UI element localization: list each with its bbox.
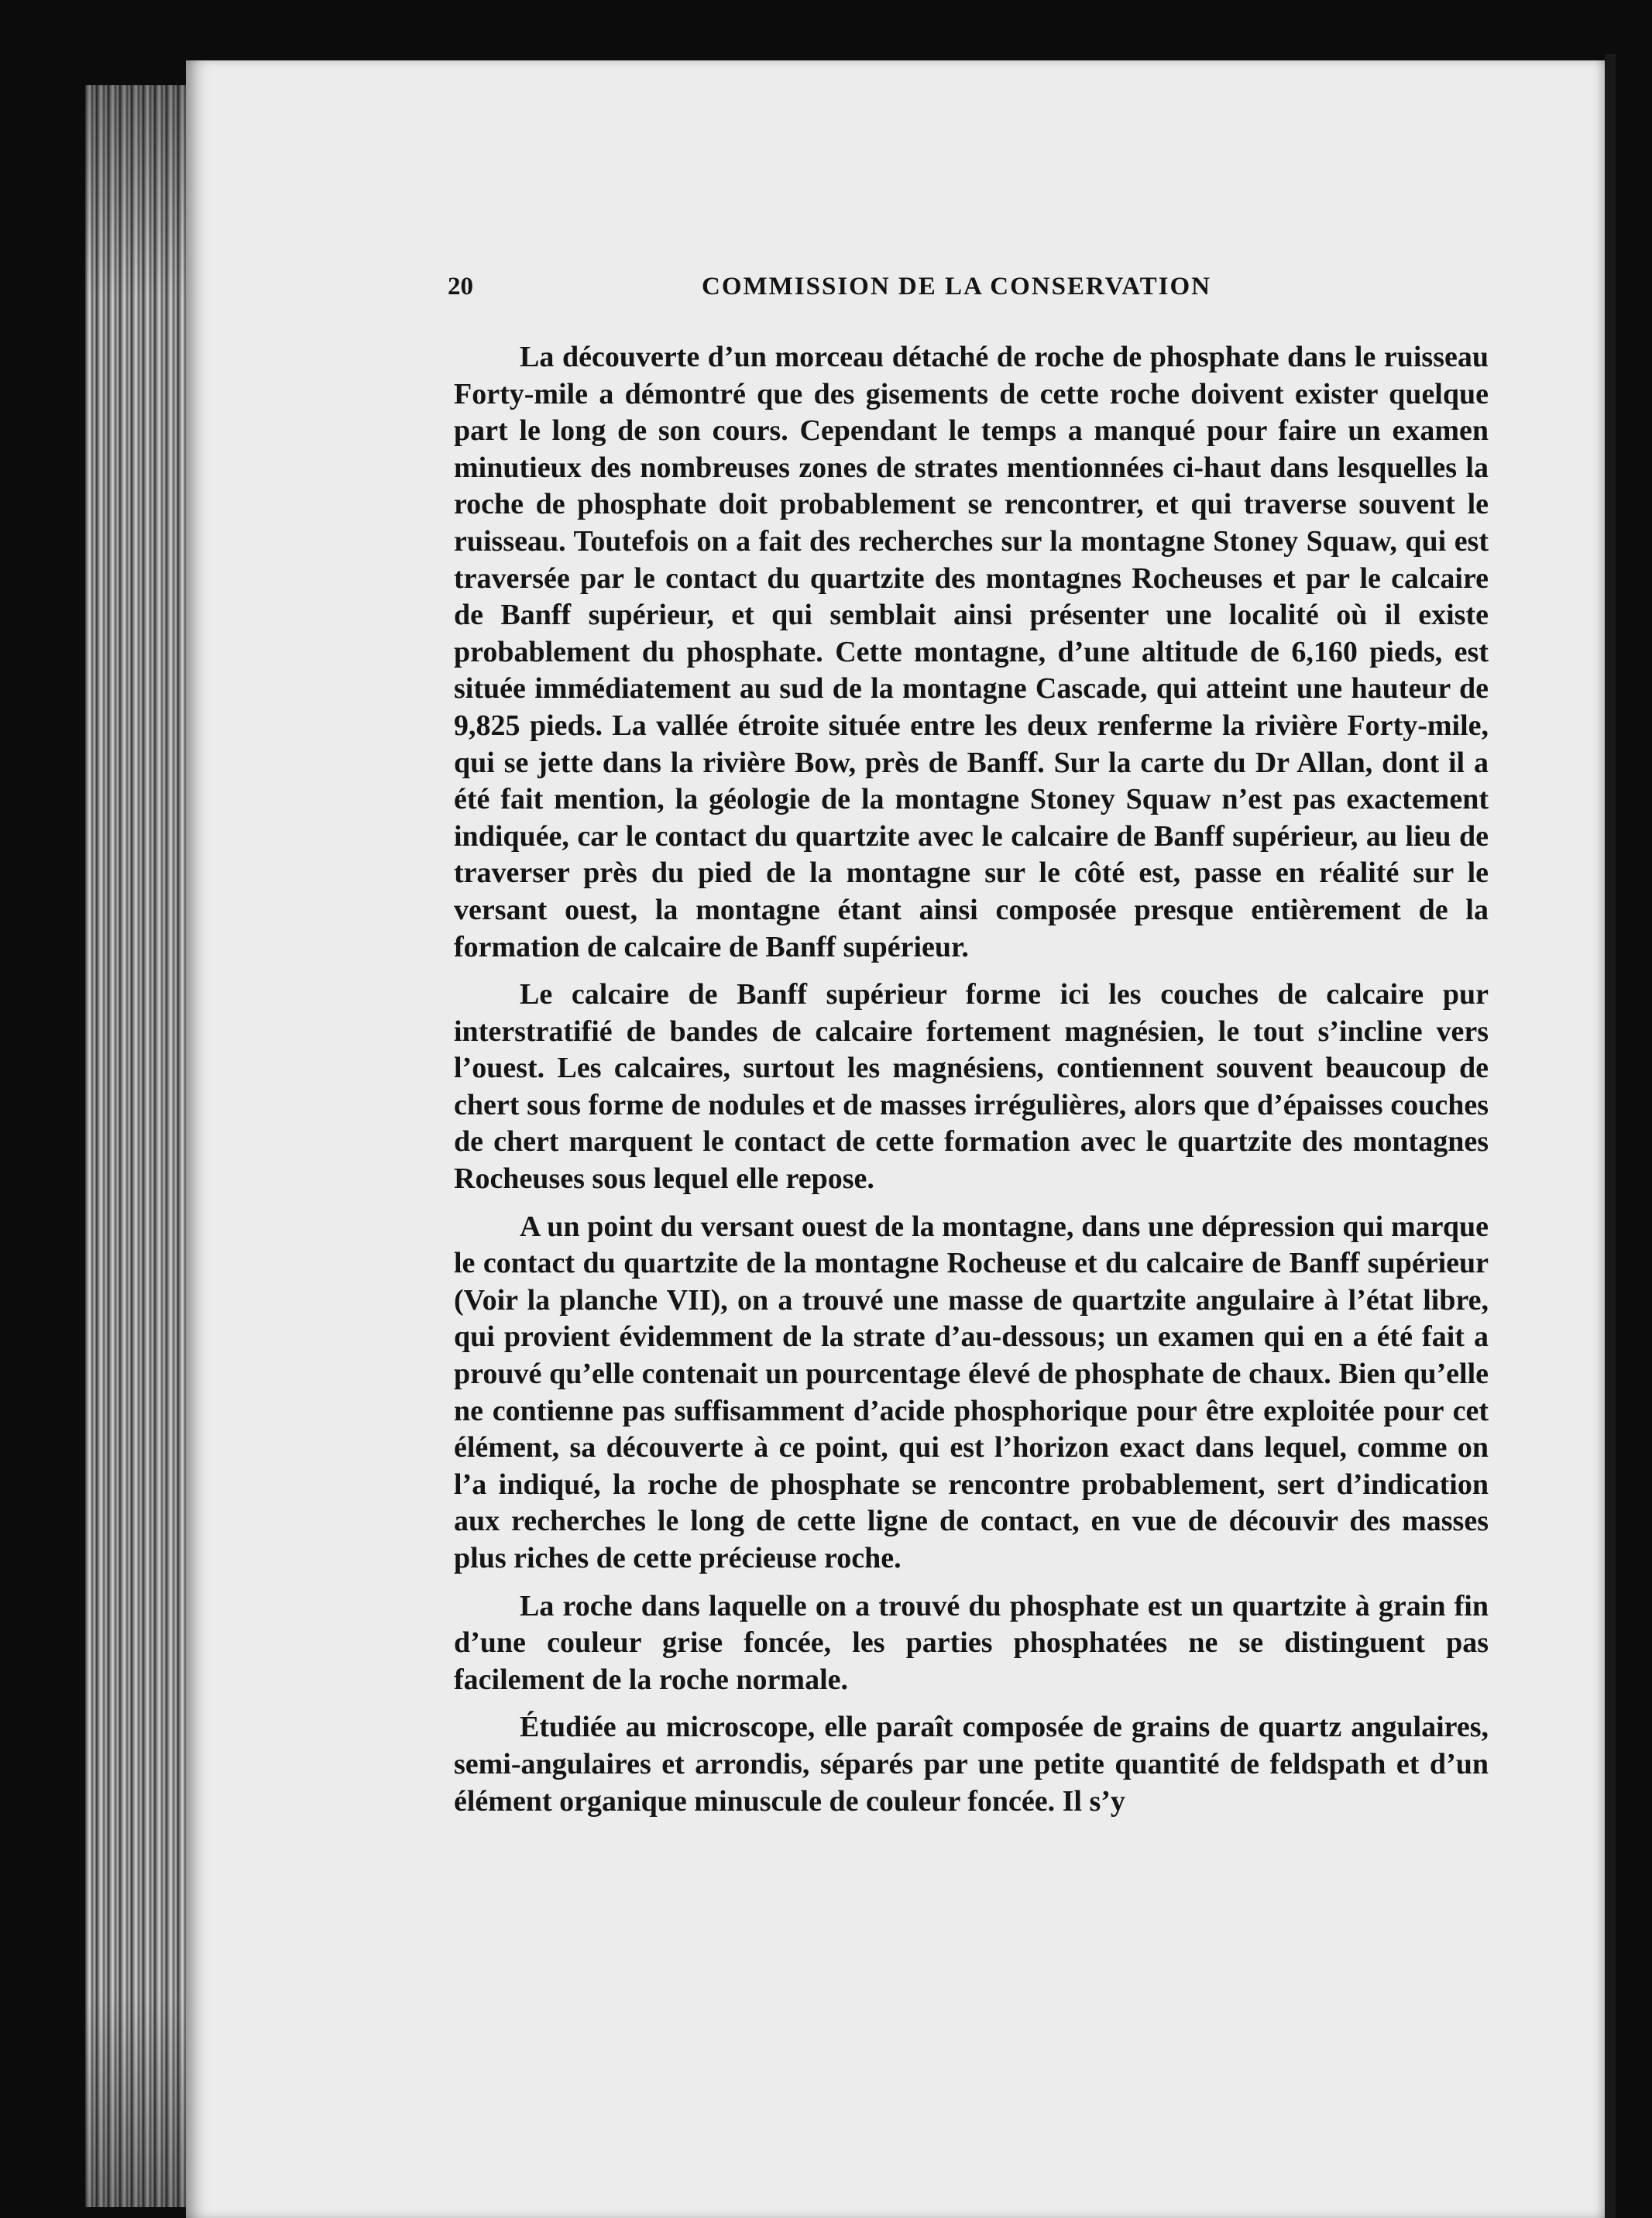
book-edge-shadow xyxy=(85,85,194,2207)
running-head-title: COMMISSION DE LA CONSERVATION xyxy=(702,273,1211,300)
running-head xyxy=(448,273,1489,310)
paragraph-1: La découverte d’un morceau détaché de roche de phosphate dans le ruisseau Forty-mile a démontré que des gisements de cette roche doivent exister quelque part le long de son cours. Cependant le temps a manqué pour faire un examen minutieux des nombreuses zones de strates mentionnées ci-haut dans lesquelles la roche de phosphate doit probablement se rencontrer, et qui traverse souvent le ruisseau. Toutefois on a fait des recherches sur la montagne Stoney Squaw, qui est traversée par le contact du quartzite des montagnes Rocheuses et par le calcaire de Banff supérieur, et qui semblait ainsi présenter une localité où il existe probablement du phosphate. Cette montagne, d’une altitude de 6,160 pieds, est située immédiatement au sud de la montagne Cascade, qui atteint une hauteur de 9,825 pieds. La vallée étroite située entre les deux renferme la rivière Forty-mile, qui se jette dans la rivière Bow, près de Banff. Sur la carte du Dr Allan, dont il a été fait mention, la géologie de la montagne Stoney Squaw n’est pas exactement indiquée, car le contact du quartzite avec le calcaire de Banff supérieur, au lieu de traverser près du pied de la montagne sur le côté est, passe en réalité sur le versant ouest, la montagne étant ainsi composée presque entièrement de la formation de calcaire de Banff supérieur. xyxy=(454,341,1489,963)
paragraph-4: La roche dans laquelle on a trouvé du phosphate est un quartzite à grain fin d’une couleur grise foncée, les parties phosphatées ne se distinguent pas facilement de la roche normale. xyxy=(454,1589,1489,1696)
page-number: 20 xyxy=(448,273,473,300)
paragraph-3: A un point du versant ouest de la montagne, dans une dépression qui marque le contact du quartzite de la montagne Rocheuse et du calcaire de Banff supérieur (Voir la planche VII), on a trouvé une masse de quartzite angulaire à l’état libre, qui provient évidemment de la strate d’au-dessous; un examen qui en a été fait a prouvé qu’elle contenait un pourcentage élevé de phosphate de chaux. Bien qu’elle ne contienne pas suffisamment d’acide phosphorique pour être exploitée pour cet élément, sa découverte à ce point, qui est l’horizon exact dans lequel, comme on l’a indiqué, la roche de phosphate se rencontre probablement, sert d’indication aux recherches le long de cette ligne de contact, en vue de découvir des masses plus riches de cette précieuse roche. xyxy=(454,1210,1489,1574)
paragraph-5: Étudiée au microscope, elle paraît composée de grains de quartz angulaires, semi-angulaires et arrondis, séparés par une petite quantité de feldspath et d’un élément organique minuscule de couleur foncée. Il s’y xyxy=(454,1711,1489,1818)
paragraph-2: Le calcaire de Banff supérieur forme ici les couches de calcaire pur interstratifié de bandes de calcaire fortement magnésien, le tout s’incline vers l’ouest. Les calcaires, surtout les magnésiens, contiennent souvent beaucoup de chert sous forme de nodules et de masses irrégulières, alors que d’épaisses couches de chert marquent le contact de cette formation avec le quartzite des montagnes Rocheuses sous lequel elle repose. xyxy=(454,978,1489,1196)
book-right-edge xyxy=(1605,54,1616,2218)
body-text xyxy=(454,339,1489,1831)
